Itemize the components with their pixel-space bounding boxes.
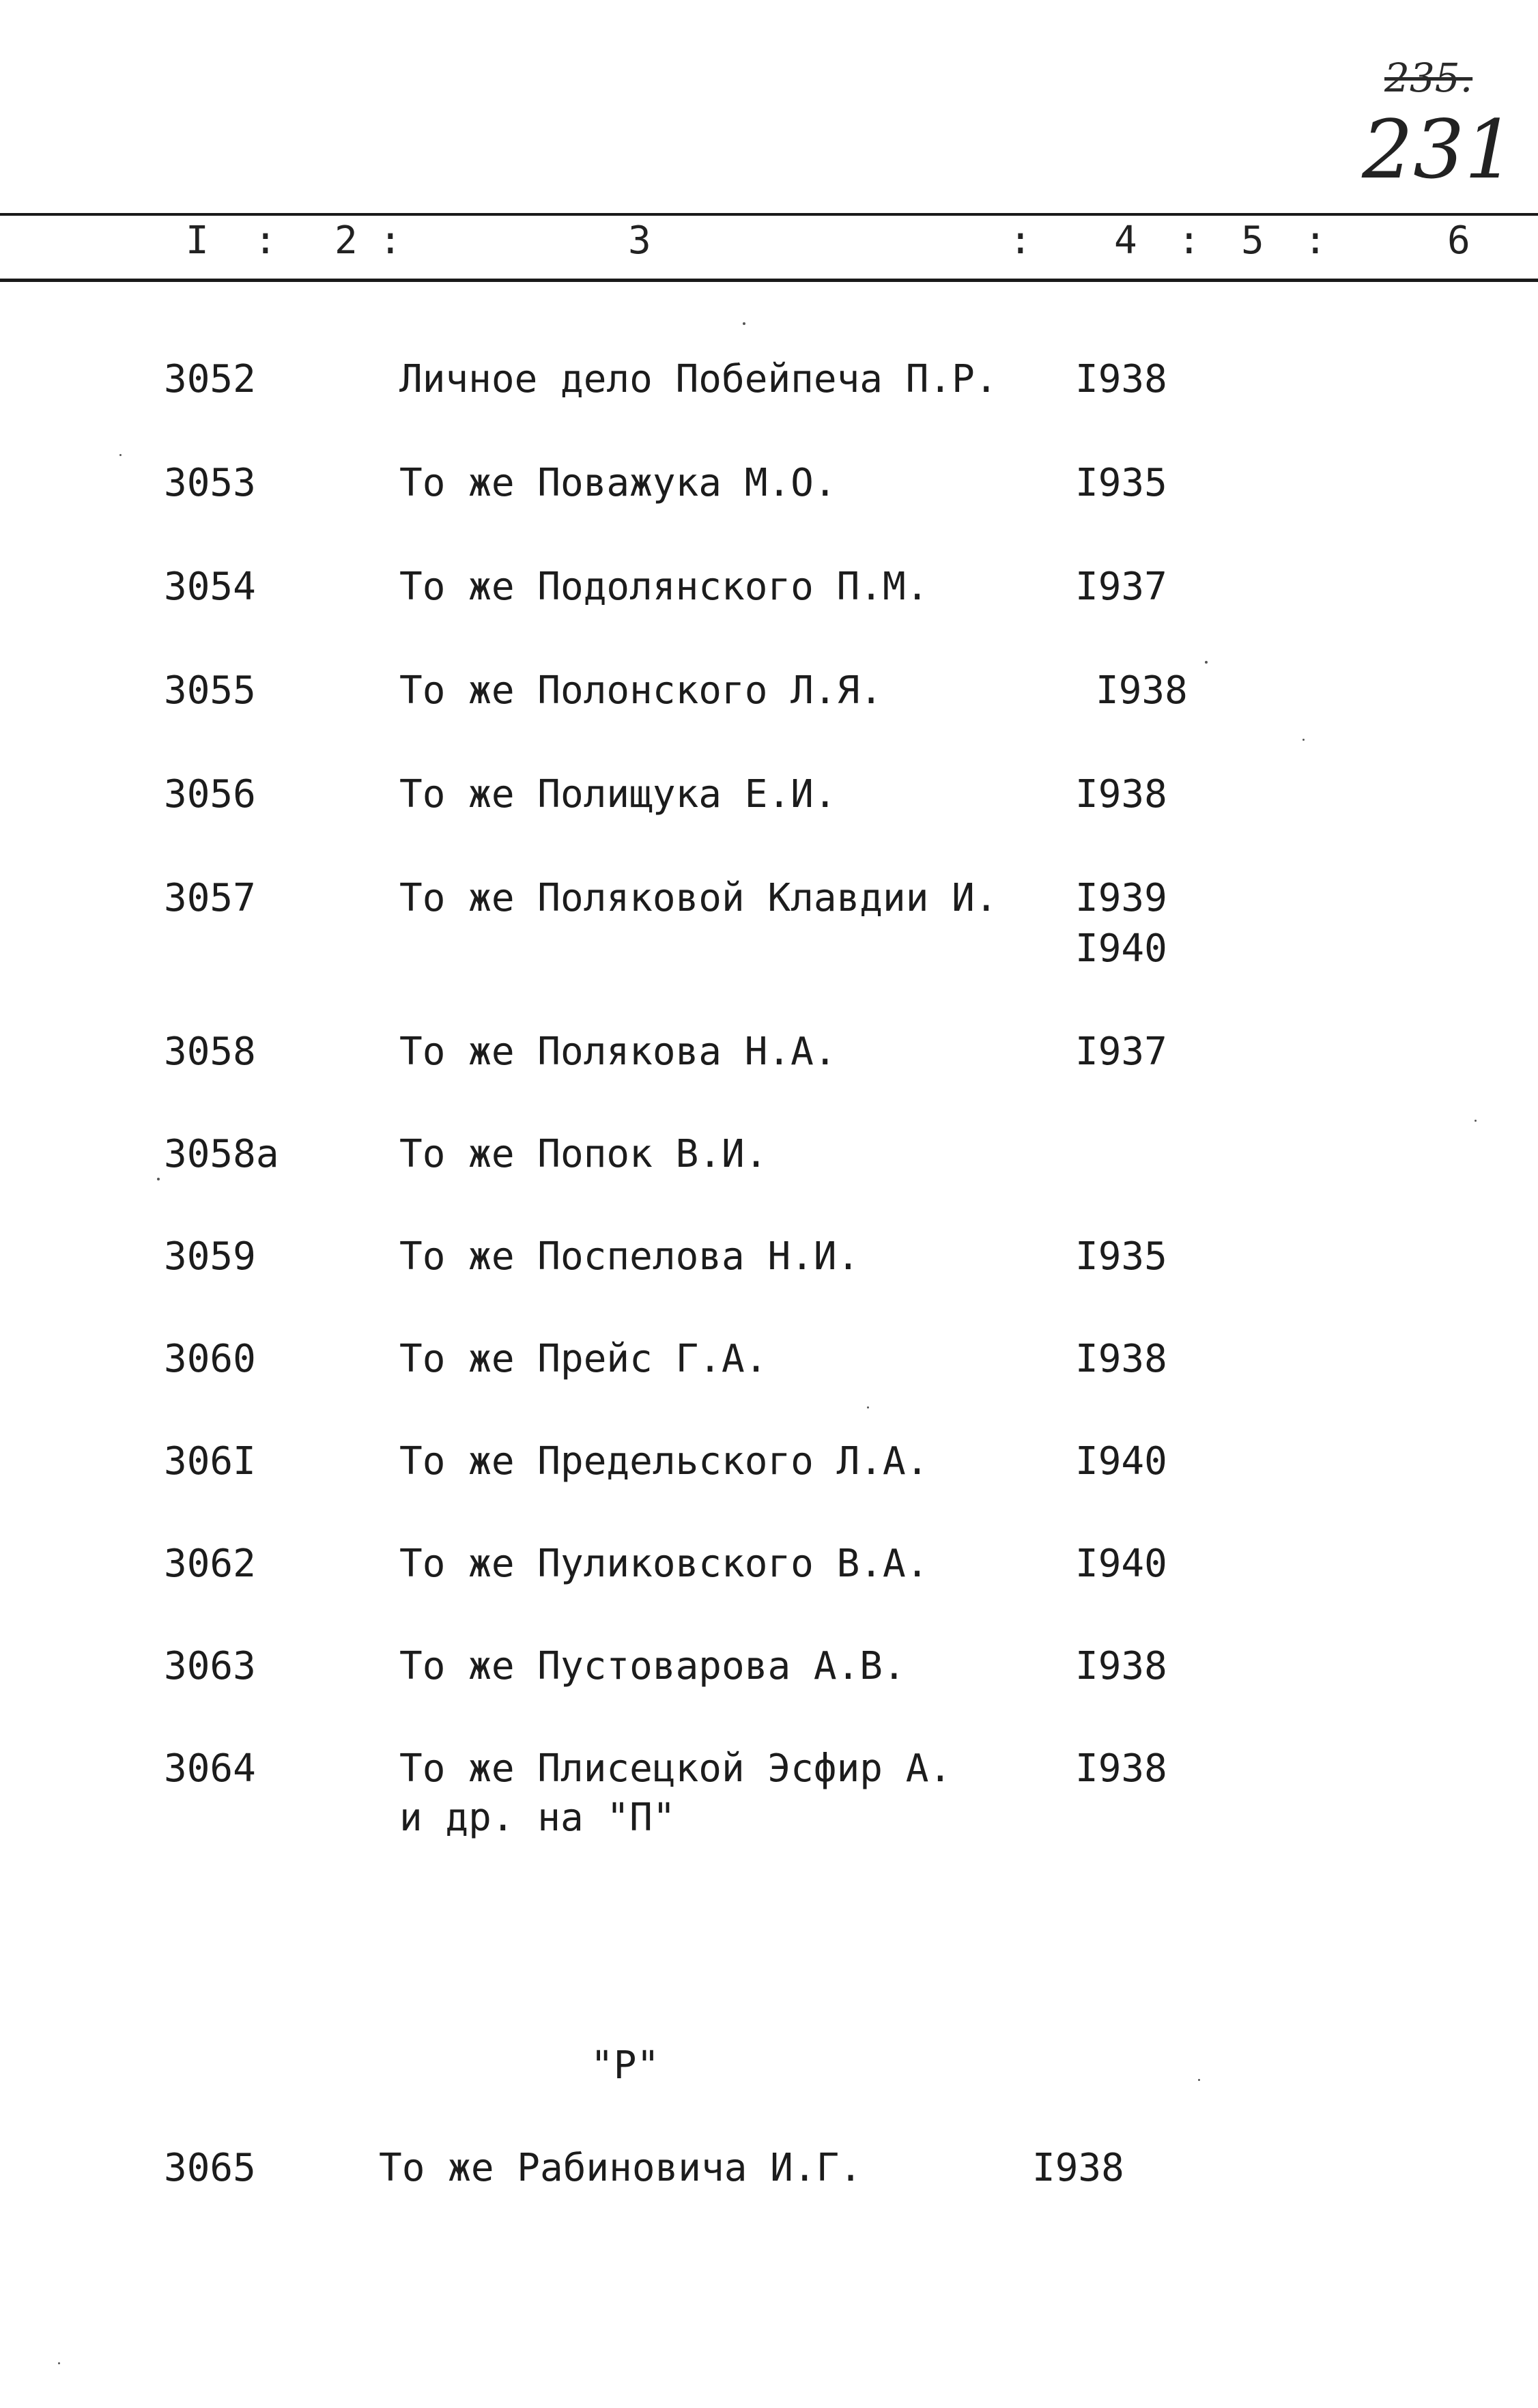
row-number: 3059 <box>164 1234 256 1279</box>
row-number: 3055 <box>164 668 256 713</box>
row-description: Личное дело Побейпеча П.Р. <box>399 357 998 401</box>
header-col-2: 2 <box>334 218 358 263</box>
row-year: I938 <box>1096 668 1188 713</box>
paper-speck <box>1205 661 1208 664</box>
header-separator: : <box>379 218 402 263</box>
paper-speck <box>1198 2079 1200 2081</box>
row-description: То же Полонского Л.Я. <box>399 668 883 713</box>
header-top-rule <box>0 213 1538 216</box>
row-description: То же Прейс Г.А. <box>399 1337 768 1381</box>
paper-speck <box>58 2362 60 2364</box>
row-description: То же Подолянского П.М. <box>399 565 929 609</box>
row-number: 3064 <box>164 1746 256 1791</box>
row-number: 3058а <box>164 1132 279 1176</box>
row-number: 3056 <box>164 772 256 817</box>
old-page-number: 235. <box>1384 55 1473 101</box>
row-description: То же Поважука М.О. <box>399 461 837 505</box>
row-description: То же Попок В.И. <box>399 1132 768 1176</box>
row-number: 3063 <box>164 1644 256 1688</box>
row-year: I935 <box>1075 461 1167 505</box>
header-col-6: 6 <box>1447 218 1470 263</box>
paper-speck <box>743 322 745 325</box>
row-description: То же Поляковой Клавдии И. <box>399 876 998 920</box>
row-number: 3062 <box>164 1542 256 1586</box>
row-year: I937 <box>1075 565 1167 609</box>
header-col-3: 3 <box>628 218 651 263</box>
row-number: 306I <box>164 1439 256 1484</box>
header-separator: : <box>1009 218 1032 263</box>
header-bottom-rule <box>0 279 1538 282</box>
row-number: 3052 <box>164 357 256 401</box>
row-year: I938 <box>1075 1644 1167 1688</box>
row-description: То же Полякова Н.А. <box>399 1030 837 1074</box>
header-col-1: I <box>186 218 209 263</box>
row-description: То же Пуликовского В.А. <box>399 1542 929 1586</box>
page-number: 231 <box>1362 102 1516 197</box>
row-year: I935 <box>1075 1234 1167 1279</box>
row-year: I940 <box>1075 1439 1167 1484</box>
header-separator: : <box>1178 218 1201 263</box>
paper-speck <box>867 1406 869 1408</box>
last-row-year: I938 <box>1032 2146 1124 2190</box>
header-separator: : <box>1304 218 1327 263</box>
row-number: 3058 <box>164 1030 256 1074</box>
row-description: То же Поспелова Н.И. <box>399 1234 860 1279</box>
row-description: То же Пустоварова А.В. <box>399 1644 906 1688</box>
row-year: I938 <box>1075 772 1167 817</box>
row-year: I940 <box>1075 1542 1167 1586</box>
row-number: 3054 <box>164 565 256 609</box>
row-year: I940 <box>1075 926 1167 971</box>
row-year: I938 <box>1075 1746 1167 1791</box>
row-description: То же Полищука Е.И. <box>399 772 837 817</box>
header-col-5: 5 <box>1241 218 1264 263</box>
row-year: I937 <box>1075 1030 1167 1074</box>
row-number: 3060 <box>164 1337 256 1381</box>
row-description: То же Плисецкой Эсфир А. и др. на "П" <box>399 1746 952 1840</box>
row-year: I938 <box>1075 1337 1167 1381</box>
paper-speck <box>1302 739 1305 741</box>
row-number: 3053 <box>164 461 256 505</box>
section-letter: "Р" <box>590 2043 660 2088</box>
paper-speck <box>1475 1120 1477 1122</box>
last-row-number: 3065 <box>164 2146 256 2190</box>
paper-speck <box>119 454 122 456</box>
paper-speck <box>157 1178 160 1180</box>
last-row-description: То же Рабиновича И.Г. <box>379 2146 863 2190</box>
row-number: 3057 <box>164 876 256 920</box>
header-separator: : <box>254 218 277 263</box>
row-description: То же Предельского Л.А. <box>399 1439 929 1484</box>
row-year: I938 <box>1075 357 1167 401</box>
header-col-4: 4 <box>1114 218 1137 263</box>
row-year: I939 <box>1075 876 1167 920</box>
